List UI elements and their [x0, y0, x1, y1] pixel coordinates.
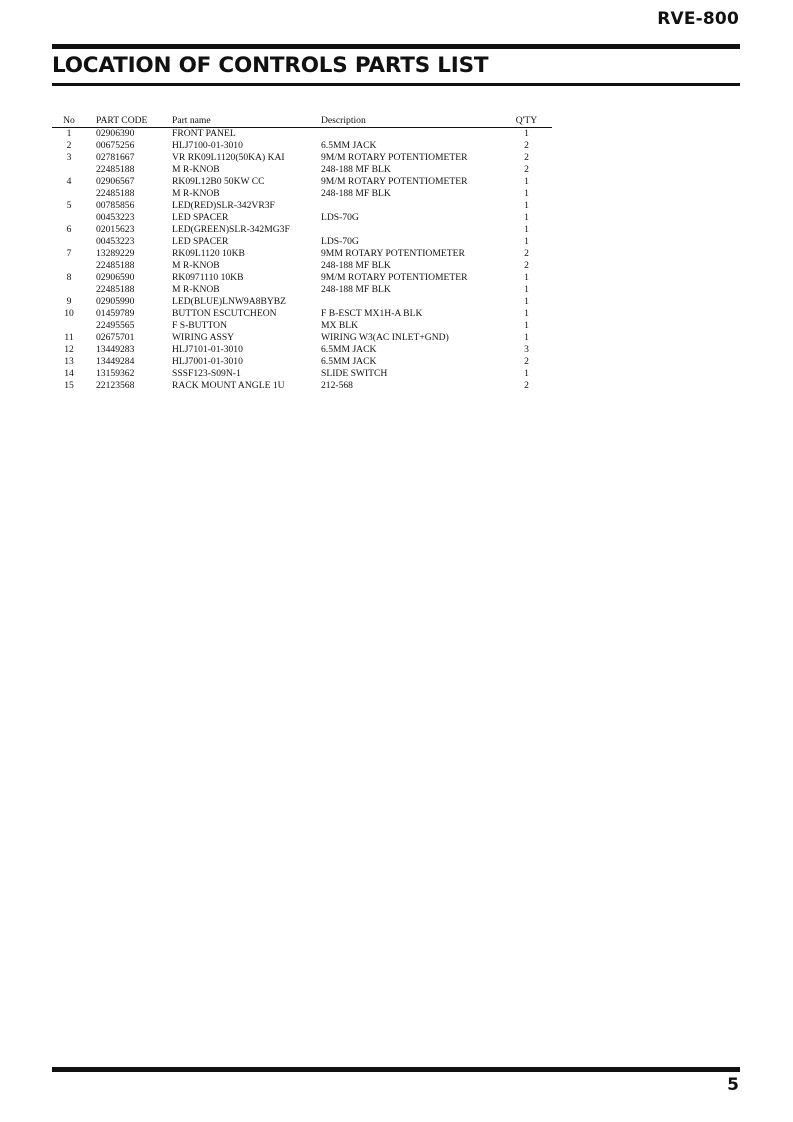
cell-part-code: 02906567 [96, 176, 135, 187]
table-row [52, 152, 552, 164]
table-row [52, 308, 552, 320]
cell-part-code: 13449284 [96, 356, 135, 367]
table-row [52, 236, 552, 248]
cell-description: 248-188 MF BLK [321, 284, 391, 295]
col-header-no: No [52, 115, 86, 128]
cell-description: WIRING W3(AC INLET+GND) [321, 332, 449, 343]
cell-part-name: LED(BLUE)LNW9A8BYBZ [172, 296, 287, 307]
table-row [52, 140, 552, 152]
table-row [52, 260, 552, 272]
col-header-description: Description [321, 115, 501, 128]
table-row [52, 320, 552, 332]
cell-part-name: FRONT PANEL [172, 128, 236, 139]
cell-qty: 1 [524, 368, 529, 379]
cell-part-name: HLJ7101-01-3010 [172, 344, 243, 355]
cell-part-code: 02675701 [96, 332, 135, 343]
cell-part-name: RK09L1120 10KB [172, 248, 245, 259]
cell-part-code: 01459789 [96, 308, 135, 319]
table-header-row [52, 115, 552, 128]
cell-no: 12 [64, 344, 74, 355]
cell-qty: 2 [524, 380, 529, 391]
col-header-part-code: PART CODE [86, 115, 172, 128]
title-rule [52, 83, 740, 86]
table-row [52, 272, 552, 284]
cell-description [321, 200, 501, 212]
cell-part-name: M R-KNOB [172, 188, 220, 199]
table-row [52, 176, 552, 188]
table-row [52, 356, 552, 368]
cell-part-name: LED(GREEN)SLR-342MG3F [172, 224, 290, 235]
cell-part-code: 02781667 [96, 152, 135, 163]
cell-no: 9 [66, 296, 72, 307]
cell-description: LDS-70G [321, 236, 359, 247]
cell-part-code: 13449283 [96, 344, 135, 355]
cell-part-code: 22485188 [96, 188, 135, 199]
cell-qty: 1 [524, 320, 529, 331]
cell-no: 15 [64, 380, 74, 391]
cell-description: 6.5MM JACK [321, 140, 377, 151]
cell-no: 11 [64, 332, 74, 343]
cell-qty: 1 [524, 308, 529, 319]
cell-qty: 2 [524, 140, 529, 151]
table-row [52, 188, 552, 200]
cell-qty: 1 [524, 188, 529, 199]
table-row [52, 224, 552, 236]
cell-description [321, 128, 501, 141]
cell-description: F B-ESCT MX1H-A BLK [321, 308, 423, 319]
cell-part-name: M R-KNOB [172, 164, 220, 175]
cell-part-code: 00453223 [96, 212, 135, 223]
cell-description: 6.5MM JACK [321, 344, 377, 355]
cell-no [52, 320, 86, 332]
cell-part-name: LED SPACER [172, 212, 229, 223]
cell-no [52, 164, 86, 176]
cell-description: 248-188 MF BLK [321, 164, 391, 175]
cell-description: 248-188 MF BLK [321, 260, 391, 271]
cell-qty: 2 [524, 260, 529, 271]
cell-description: 9MM ROTARY POTENTIOMETER [321, 248, 465, 259]
page-number: 5 [727, 1075, 739, 1095]
table-row [52, 212, 552, 224]
cell-part-code: 00785856 [96, 200, 135, 211]
model-name: RVE-800 [657, 9, 739, 29]
footer-rule [52, 1067, 740, 1072]
parts-table-body [52, 128, 552, 393]
cell-part-code: 13159362 [96, 368, 135, 379]
cell-part-code: 00675256 [96, 140, 135, 151]
table-row [52, 332, 552, 344]
cell-part-code: 22485188 [96, 284, 135, 295]
cell-part-code: 02906590 [96, 272, 135, 283]
cell-part-name: F S-BUTTON [172, 320, 227, 331]
cell-part-name: HLJ7001-01-3010 [172, 356, 243, 367]
cell-qty: 1 [524, 296, 529, 307]
cell-description: LDS-70G [321, 212, 359, 223]
col-header-qty: Q'TY [501, 115, 552, 128]
cell-description: 248-188 MF BLK [321, 188, 391, 199]
cell-no: 1 [66, 128, 72, 139]
cell-no: 4 [66, 176, 72, 187]
cell-qty: 1 [524, 224, 529, 235]
table-row [52, 164, 552, 176]
cell-description [321, 224, 501, 236]
table-row [52, 296, 552, 308]
cell-description: 6.5MM JACK [321, 356, 377, 367]
cell-description [321, 296, 501, 308]
cell-qty: 1 [524, 236, 529, 247]
col-header-part-name: Part name [172, 115, 321, 128]
cell-part-name: RK0971110 10KB [172, 272, 244, 283]
table-row [52, 284, 552, 296]
cell-part-name: LED SPACER [172, 236, 229, 247]
cell-part-name: VR RK09L1120(50KA) KAI [172, 152, 285, 163]
cell-part-name: LED(RED)SLR-342VR3F [172, 200, 275, 211]
cell-part-code: 22485188 [96, 164, 135, 175]
table-row [52, 128, 552, 141]
parts-table [52, 115, 552, 392]
cell-description: 9M/M ROTARY POTENTIOMETER [321, 176, 468, 187]
table-row [52, 200, 552, 212]
cell-no: 14 [64, 368, 74, 379]
cell-no: 10 [64, 308, 74, 319]
cell-part-name: M R-KNOB [172, 260, 220, 271]
cell-qty: 1 [524, 284, 529, 295]
cell-description: 9M/M ROTARY POTENTIOMETER [321, 152, 468, 163]
cell-no: 2 [66, 140, 72, 151]
cell-part-code: 22123568 [96, 380, 135, 391]
cell-description: 9M/M ROTARY POTENTIOMETER [321, 272, 468, 283]
cell-part-code: 02015623 [96, 224, 135, 235]
cell-part-code: 22495565 [96, 320, 135, 331]
cell-qty: 1 [524, 176, 529, 187]
cell-qty: 1 [524, 128, 529, 139]
table-row [52, 248, 552, 260]
cell-no [52, 260, 86, 272]
cell-no [52, 284, 86, 296]
cell-no [52, 188, 86, 200]
cell-part-code: 22485188 [96, 260, 135, 271]
cell-qty: 2 [524, 164, 529, 175]
cell-qty: 1 [524, 212, 529, 223]
cell-part-code: 13289229 [96, 248, 135, 259]
cell-part-name: RK09L12B0 50KW CC [172, 176, 265, 187]
cell-description: 212-568 [321, 380, 353, 391]
cell-part-name: BUTTON ESCUTCHEON [172, 308, 277, 319]
cell-part-name: SSSF123-S09N-1 [172, 368, 241, 379]
cell-part-name: M R-KNOB [172, 284, 220, 295]
cell-qty: 3 [524, 344, 529, 355]
cell-qty: 2 [524, 356, 529, 367]
header-rule [52, 44, 740, 49]
cell-qty: 1 [524, 272, 529, 283]
cell-qty: 2 [524, 248, 529, 259]
cell-description: SLIDE SWITCH [321, 368, 388, 379]
table-row [52, 380, 552, 392]
cell-part-name: WIRING ASSY [172, 332, 235, 343]
cell-no: 7 [66, 248, 72, 259]
cell-no: 6 [66, 224, 72, 235]
table-row [52, 368, 552, 380]
cell-no: 3 [66, 152, 72, 163]
cell-qty: 2 [524, 152, 529, 163]
cell-description: MX BLK [321, 320, 359, 331]
table-row [52, 344, 552, 356]
cell-qty: 1 [524, 332, 529, 343]
cell-no [52, 212, 86, 224]
cell-qty: 1 [524, 200, 529, 211]
cell-part-code: 02906390 [96, 128, 135, 139]
cell-no: 5 [66, 200, 72, 211]
cell-part-code: 00453223 [96, 236, 135, 247]
cell-no [52, 236, 86, 248]
cell-part-name: HLJ7100-01-3010 [172, 140, 243, 151]
cell-no: 13 [64, 356, 74, 367]
cell-part-code: 02905990 [96, 296, 135, 307]
cell-no: 8 [66, 272, 72, 283]
page-title: LOCATION OF CONTROLS PARTS LIST [52, 53, 489, 78]
cell-part-name: RACK MOUNT ANGLE 1U [172, 380, 285, 391]
